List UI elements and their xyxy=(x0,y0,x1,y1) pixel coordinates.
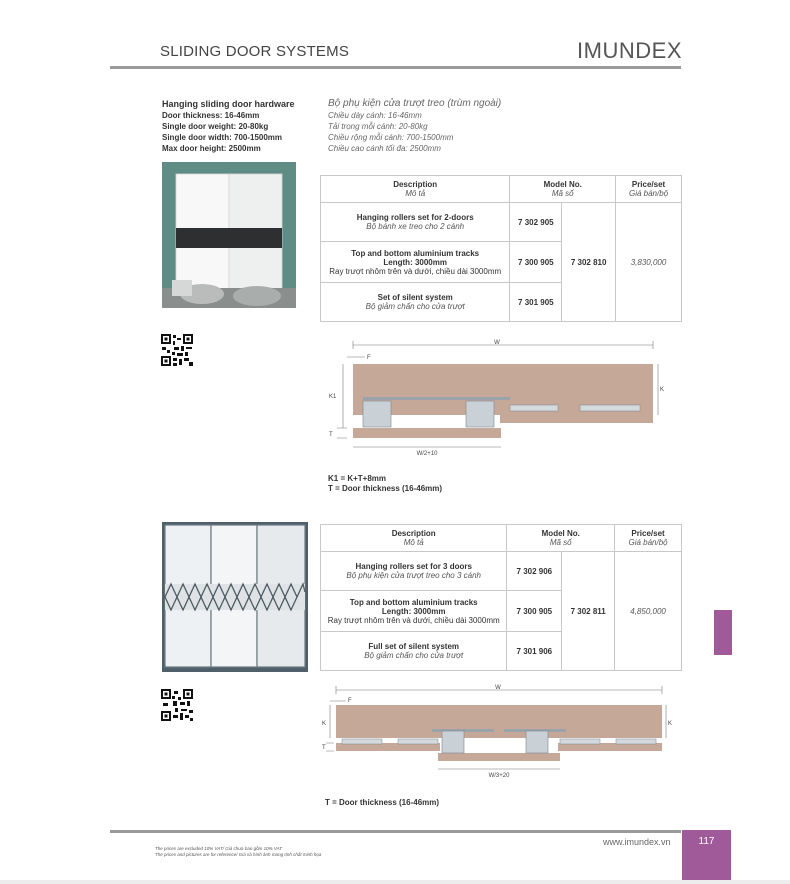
set-model-number: 7 302 810 xyxy=(562,203,616,322)
dim-third-label: W/3+20 xyxy=(488,773,510,779)
model-number: 7 300 905 xyxy=(507,591,562,632)
spec-vietnamese xyxy=(328,98,501,154)
table-row: Full set of silent system Bộ giảm chấn cho cửa trượt 7 301 906 xyxy=(321,632,682,671)
roller-right xyxy=(466,401,494,427)
spec-line-vi: Chiều dày cánh: 16-46mm xyxy=(328,111,422,120)
dim-k-right-label: K xyxy=(668,721,673,727)
dim-f-label: F xyxy=(348,698,352,704)
cabinet-top xyxy=(336,705,662,738)
spec-title-vi: Bộ phụ kiện cửa trượt treo (trùm ngoài) xyxy=(328,98,502,109)
table-row: Hanging rollers set for 3 doors Bộ phụ kiện cửa trượt treo cho 3 cánh 7 302 906 7 302 811 4,850,000 xyxy=(321,552,682,591)
dim-f-label: F xyxy=(367,355,371,361)
spec-title: Hanging sliding door hardware xyxy=(162,99,295,109)
spec-line: Max door height: 2500mm xyxy=(162,144,261,153)
note-line: T = Door thickness (16-46mm) xyxy=(328,484,443,493)
header-model: Model No. Mã số xyxy=(507,525,615,552)
product-photo-3-door xyxy=(162,522,308,672)
note-line: K1 = K+T+8mm xyxy=(328,474,387,483)
note-line: T = Door thickness (16-46mm) xyxy=(325,798,440,807)
header-description: Description Mô tả xyxy=(321,525,507,552)
table-row: Set of silent system Bộ giảm chấn cho cửa trượt 7 301 905 xyxy=(321,283,682,322)
spec-line: Single door weight: 20-80kg xyxy=(162,122,269,131)
price-table-2 xyxy=(320,524,682,671)
track-diagram-2-door xyxy=(325,335,665,460)
header-description: Description Mô tả xyxy=(321,176,510,203)
dim-w-label: W xyxy=(495,685,501,691)
spec-line-vi: Chiều rộng mỗi cánh: 700-1500mm xyxy=(328,133,454,142)
footer-note-vat: The prices are excluded 10% VAT/ Giá chưa bao gồm 10% VAT xyxy=(155,846,283,851)
dim-k-left-label: K xyxy=(322,721,327,727)
model-number: 7 302 905 xyxy=(510,203,562,242)
product-photo-2-door xyxy=(162,162,296,308)
set-price: 4,850,000 xyxy=(615,552,682,671)
spec-english xyxy=(162,99,295,154)
roller-left xyxy=(442,731,464,753)
roller-left xyxy=(363,401,391,427)
cabinet-side xyxy=(500,415,653,423)
model-number: 7 301 906 xyxy=(507,632,562,671)
qr-code-icon[interactable] xyxy=(161,334,193,366)
qr-code-icon[interactable] xyxy=(161,689,193,721)
dim-w-label: W xyxy=(494,340,500,346)
header-price: Price/set Giá bán/bộ xyxy=(615,525,682,552)
model-number: 7 300 905 xyxy=(510,242,562,283)
header-model: Model No. Mã số xyxy=(510,176,616,203)
dim-half-label: W/2+10 xyxy=(416,451,438,457)
header-price: Price/set Giá bán/bộ xyxy=(616,176,682,203)
set-model-number: 7 302 811 xyxy=(562,552,615,671)
table-row: Hanging rollers set for 2-doors Bộ bánh xe treo cho 2 cánh 7 302 905 7 302 810 3,830,000 xyxy=(321,203,682,242)
dim-k-label: K xyxy=(660,387,665,393)
spec-line-vi: Chiều cao cánh tối đa: 2500mm xyxy=(328,144,441,153)
model-number: 7 301 905 xyxy=(510,283,562,322)
model-number: 7 302 906 xyxy=(507,552,562,591)
dim-t-label: T xyxy=(322,745,326,751)
spec-line: Single door width: 700-1500mm xyxy=(162,133,283,142)
front-door xyxy=(353,428,501,438)
diagram-notes-2 xyxy=(325,798,439,808)
dim-k1-label: K1 xyxy=(329,394,337,400)
brand-logo-text: IMUNDEX xyxy=(577,38,682,63)
footer-note-reference: The prices and pictures are for reference/ Giá và hình ảnh mang tính chất minh họa xyxy=(155,852,322,857)
set-price: 3,830,000 xyxy=(616,203,682,322)
dim-t-label: T xyxy=(329,432,333,438)
table-row: Top and bottom aluminium tracks Length: 3000mm Ray trượt nhôm trên và dưới, chiều dài 3000mm 7 300 905 xyxy=(321,591,682,632)
section-title: SLIDING DOOR SYSTEMS xyxy=(160,43,350,60)
header-rule xyxy=(110,66,681,69)
bottom-edge xyxy=(0,880,790,884)
price-table-1 xyxy=(320,175,682,322)
roller-right xyxy=(526,731,548,753)
door-middle xyxy=(438,753,560,761)
spec-line-vi: Tải trọng mỗi cánh: 20-80kg xyxy=(328,122,428,131)
section-tab-marker xyxy=(714,610,732,655)
track-diagram-3-door xyxy=(320,683,675,783)
table-row: Top and bottom aluminium tracks Length: 3000mm Ray trượt nhôm trên và dưới, chiều dài 3000mm 7 300 905 xyxy=(321,242,682,283)
footer-rule xyxy=(110,830,681,833)
page-number: 117 xyxy=(698,836,715,847)
diagram-notes xyxy=(328,474,442,494)
spec-line: Door thickness: 16-46mm xyxy=(162,111,260,120)
website-link[interactable]: www.imundex.vn xyxy=(603,837,671,847)
